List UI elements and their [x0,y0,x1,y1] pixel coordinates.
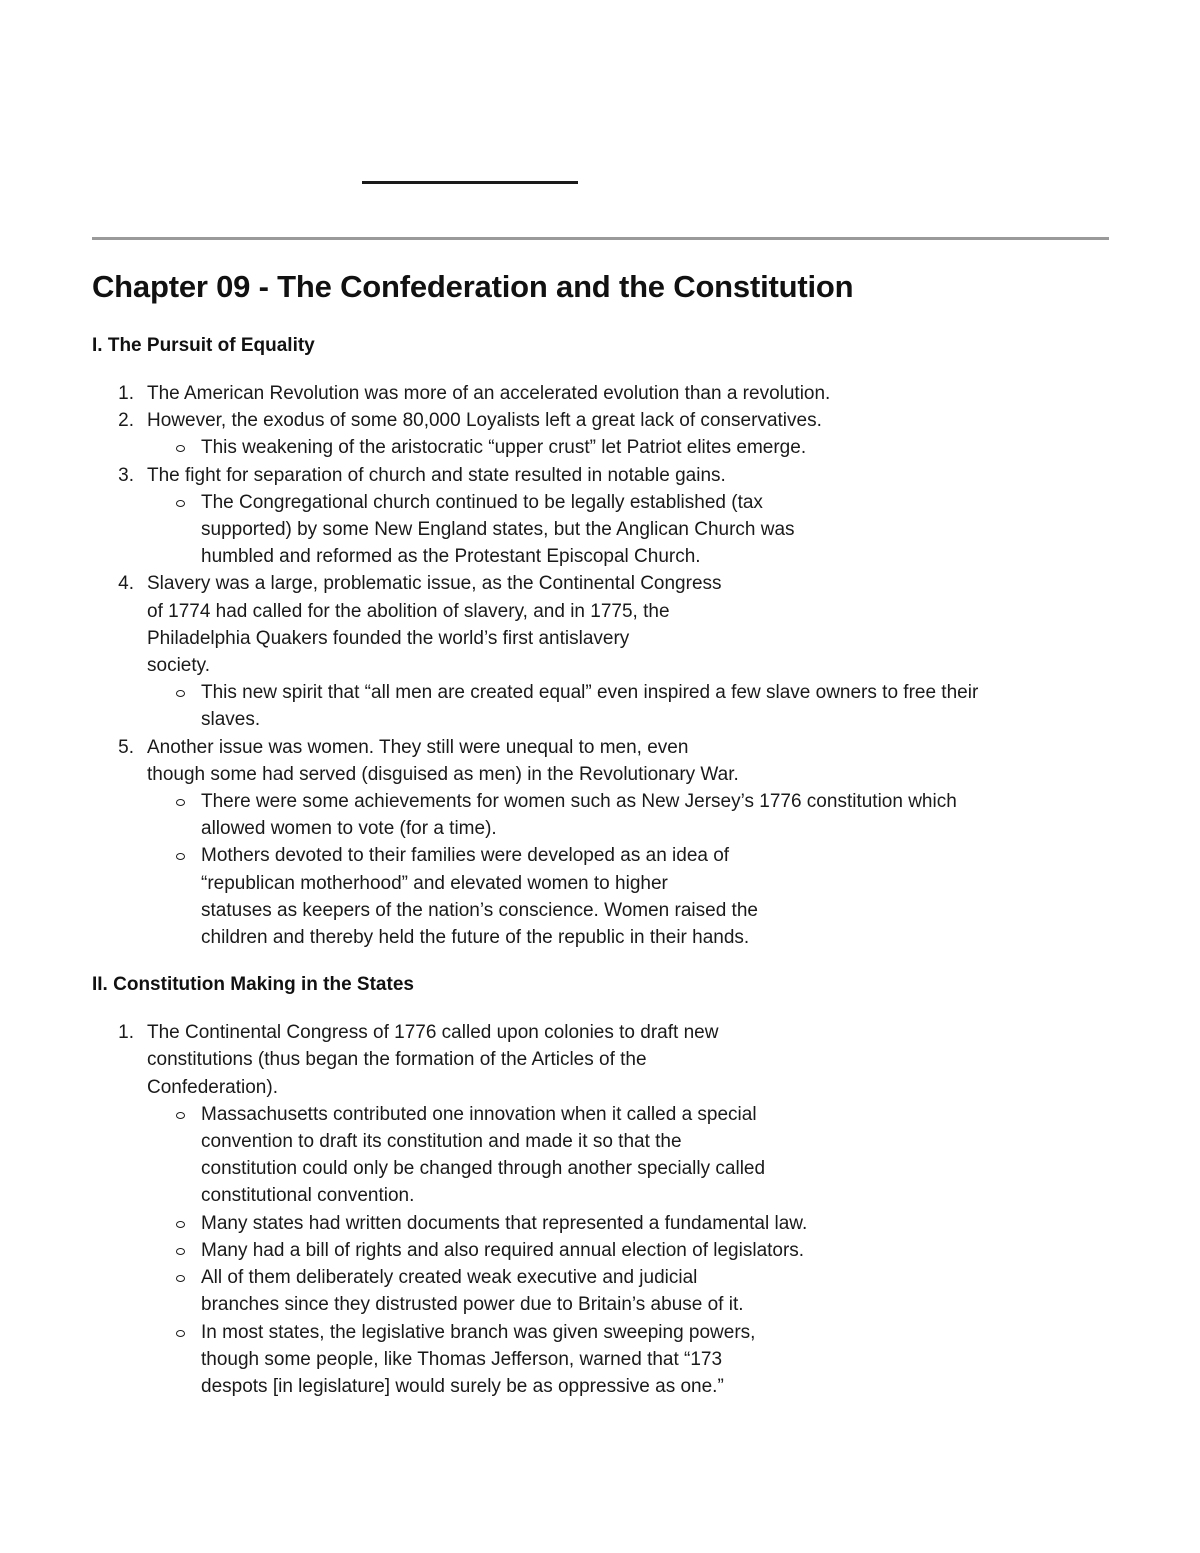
section-heading: II. Constitution Making in the States [92,974,414,996]
sub-list-item-text: supported) by some New England states, but the Anglican Church was [201,519,795,541]
sub-list-item [147,1101,1102,1210]
hollow-circle-bullet-icon [176,1275,185,1282]
sub-list-item-text: There were some achievements for women such as New Jersey’s 1776 constitution which [201,791,957,813]
list-item [92,407,1102,461]
list-item-number: 3. [118,464,134,486]
header-dash-line [362,181,578,184]
list-item-text: constitutions (thus began the formation of the Articles of the [147,1049,647,1071]
hollow-circle-bullet-icon [176,500,185,507]
sub-list-item-text: constitution could only be changed through another specially called [201,1158,766,1180]
list-item-number: 5. [118,736,134,758]
sub-bullet-list [147,788,1102,951]
list-item [92,570,1102,733]
list-item-text: However, the exodus of some 80,000 Loyalists left a great lack of conservatives. [147,410,822,432]
horizontal-rule [92,237,1109,240]
sub-list-item [147,434,1102,461]
hollow-circle-bullet-icon [176,799,185,806]
sub-list-item-text: statuses as keepers of the nation’s conscience. Women raised the [201,899,758,921]
sub-list-item-text: allowed women to vote (for a time). [201,818,497,840]
section-heading: I. The Pursuit of Equality [92,335,315,356]
list-item [92,380,1102,407]
list-item-number: 1. [118,383,134,404]
sub-list-item [147,1319,1102,1401]
list-item-number: 2. [118,410,134,432]
document-body [92,264,1102,1400]
sub-bullet-list [147,489,1102,571]
list-item-text: Confederation). [147,1076,278,1098]
sub-list-item [147,679,1102,733]
sub-list-item-text: Mothers devoted to their families were developed as an idea of [201,845,730,867]
sub-list-item-text: All of them deliberately created weak executive and judicial [201,1267,698,1289]
list-item-text: Slavery was a large, problematic issue, as the Continental Congress [147,573,722,595]
sub-list-item-text: Massachusetts contributed one innovation when it called a special [201,1103,757,1125]
chapter-title: Chapter 09 - The Confederation and the Constitution [92,269,854,304]
hollow-circle-bullet-icon [176,1112,185,1119]
list-item-text: of 1774 had called for the abolition of slavery, and in 1775, the [147,600,670,622]
list-item-text: society. [147,655,211,677]
list-item-number: 1. [118,1022,134,1044]
hollow-circle-bullet-icon [176,1330,185,1337]
sub-list-item-text: though some people, like Thomas Jefferson, warned that “173 [201,1348,723,1370]
sub-list-item-text: In most states, the legislative branch was given sweeping powers, [201,1321,756,1343]
list-item-text: Philadelphia Quakers founded the world’s first antislavery [147,627,630,649]
sub-list-item-text: humbled and reformed as the Protestant Episcopal Church. [201,546,701,568]
sub-list-item-text: The Congregational church continued to be legally established (tax [201,491,763,513]
sub-list-item [147,788,1102,842]
sub-list-item-text: Many states had written documents that represented a fundamental law. [201,1212,808,1234]
sub-list-item-text: constitutional convention. [201,1185,415,1207]
sub-list-item-text: This weakening of the aristocratic “upper crust” let Patriot elites emerge. [201,437,807,459]
list-item-text: though some had served (disguised as men) in the Revolutionary War. [147,763,739,785]
hollow-circle-bullet-icon [176,690,185,697]
list-item-text: The fight for separation of church and state resulted in notable gains. [147,464,726,486]
list-item-text: The Continental Congress of 1776 called upon colonies to draft new [147,1022,719,1044]
numbered-list [92,1019,1102,1400]
sub-list-item [147,489,1102,571]
sub-list-item-text: children and thereby held the future of the republic in their hands. [201,927,750,949]
sub-list-item [147,842,1102,951]
hollow-circle-bullet-icon [176,445,185,452]
sub-list-item-text: convention to draft its constitution and made it so that the [201,1131,682,1153]
sub-list-item-text: slaves. [201,709,261,731]
list-item-text: The American Revolution was more of an accelerated evolution than a revolution. [147,383,831,404]
sub-bullet-list [147,679,1102,733]
sub-list-item [147,1237,1102,1264]
list-item [92,1019,1102,1400]
sub-list-item-text: This new spirit that “all men are created equal” even inspired a few slave owners to free their [201,682,979,704]
list-item [92,462,1102,571]
sub-list-item-text: “republican motherhood” and elevated women to higher [201,872,668,894]
sub-list-item-text: Many had a bill of rights and also required annual election of legislators. [201,1239,805,1261]
numbered-list [92,380,1102,951]
hollow-circle-bullet-icon [176,1221,185,1228]
sub-bullet-list [147,434,1102,461]
sub-list-item-text: branches since they distrusted power due to Britain’s abuse of it. [201,1294,744,1316]
sub-list-item [147,1264,1102,1318]
sub-list-item-text: despots [in legislature] would surely be as oppressive as one.” [201,1375,724,1397]
hollow-circle-bullet-icon [176,1248,185,1255]
list-item-number: 4. [118,573,134,595]
list-item-text: Another issue was women. They still were unequal to men, even [147,736,689,758]
list-item [92,734,1102,952]
sub-list-item [147,1210,1102,1237]
hollow-circle-bullet-icon [176,853,185,860]
sub-bullet-list [147,1101,1102,1400]
